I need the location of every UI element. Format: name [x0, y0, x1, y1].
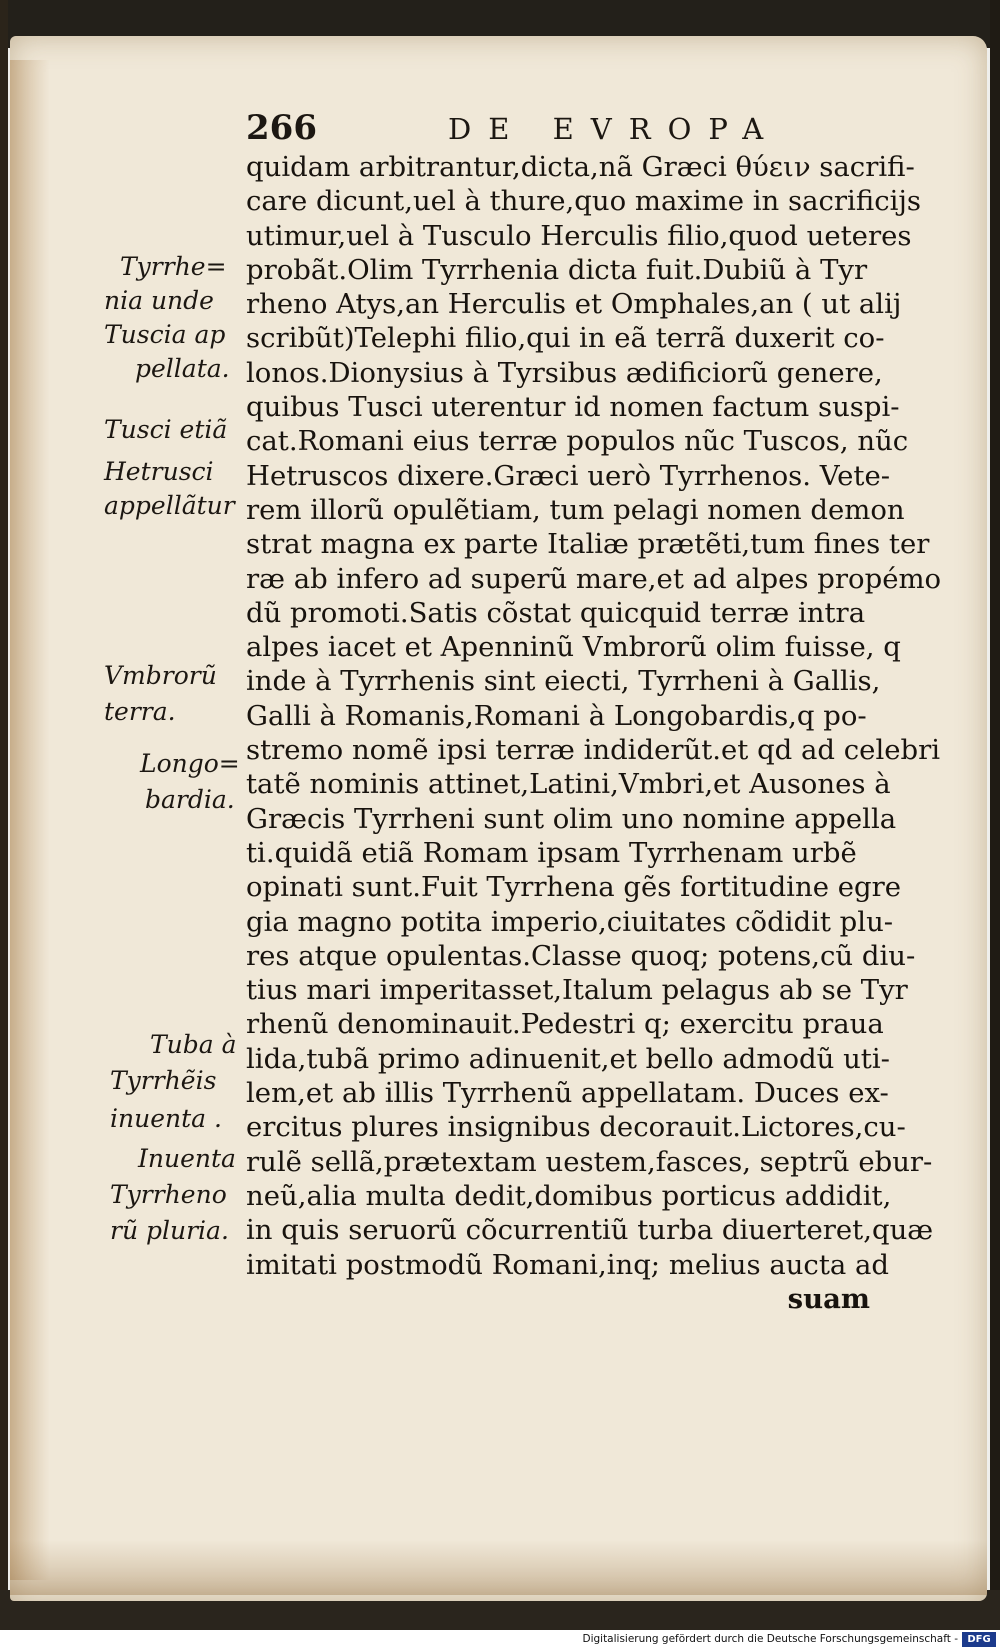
marginal-note: rũ pluria. [110, 1216, 229, 1245]
marginal-note: Longo= [140, 749, 240, 778]
text-line: dũ promoti.Satis cõstat quicquid terræ intra [246, 596, 866, 629]
digitization-footer [0, 1630, 1000, 1651]
text-line: gia magno potita imperio,ciuitates cõdidit plu- [246, 905, 894, 938]
marginal-note: pellata. [135, 354, 230, 383]
marginal-note: Hetrusci [104, 457, 214, 486]
main-text-block [246, 150, 946, 1316]
running-title: DE EVROPA [448, 112, 781, 146]
text-line: alpes iacet et Apenninũ Vmbrorũ olim fuisse, q [246, 631, 901, 664]
text-line: probãt.Olim Tyrrhenia dicta fuit.Dubiũ à Tyr [246, 253, 868, 286]
page-bottom-stain [10, 1540, 987, 1595]
text-line: tatẽ nominis attinet,Latini,Vmbri,et Ausones à [246, 768, 891, 801]
text-line: strat magna ex parte Italiæ prætẽti,tum fines ter [246, 528, 930, 561]
text-line: cat.Romani eius terræ populos nũc Tuscos, nũc [246, 425, 909, 458]
text-line: rheno Atys,an Herculis et Omphales,an ( ut alij [246, 288, 902, 321]
text-line: imitati postmodũ Romani,inq; melius aucta ad [246, 1248, 890, 1281]
text-line: stremo nomẽ ipsi terræ indiderũt.et qd ad celebri [246, 734, 941, 767]
text-line: rhenũ denominauit.Pedestri q; exercitu praua [246, 1008, 884, 1041]
text-line: in quis seruorũ cõcurrentiũ turba diuerteret,quæ [246, 1214, 934, 1247]
marginal-note: terra. [104, 697, 176, 726]
text-line: lem,et ab illis Tyrrhenũ appellatam. Duces ex- [246, 1077, 889, 1110]
text-line: opinati sunt.Fuit Tyrrhena gẽs fortitudine egre [246, 871, 902, 904]
page-header [0, 108, 1000, 152]
text-line: utimur,uel à Tusculo Herculis filio,quod ueteres [246, 219, 912, 252]
funding-credit: Digitalisierung gefördert durch die Deutsche Forschungsgemeinschaft - [582, 1633, 958, 1645]
text-line: lonos.Dionysius à Tyrsibus ædificiorũ genere, [246, 356, 883, 389]
text-line: lida,tubã primo adinuenit,et bello admodũ uti- [246, 1042, 890, 1075]
text-line: quidam arbitrantur,dicta,nã Græci θύειν sacrifi- [246, 151, 915, 183]
dfg-logo: DFG [962, 1632, 996, 1647]
marginal-note: appellãtur [104, 491, 235, 520]
text-line: inde à Tyrrhenis sint eiecti, Tyrrheni à Gallis, [246, 665, 881, 698]
text-line: Galli à Romanis,Romani à Longobardis,q po- [246, 699, 867, 732]
text-line: res atque opulentas.Classe quoq; potens,cũ diu- [246, 939, 916, 972]
marginal-note: Tyrrhe= [120, 252, 227, 281]
marginal-note: Tuscia ap [104, 320, 226, 349]
text-line: care dicunt,uel à thure,quo maxime in sacrificijs [246, 185, 922, 218]
marginal-note: nia unde [104, 286, 214, 315]
text-line: scribũt)Telephi filio,qui in eã terrã duxerit co- [246, 322, 885, 355]
text-line: quibus Tusci uterentur id nomen factum suspi- [246, 391, 900, 424]
marginal-note: Tuba à [150, 1030, 237, 1059]
marginal-note: Tyrrhẽis [110, 1066, 217, 1095]
marginal-note: Tyrrheno [110, 1180, 227, 1209]
marginal-note: inuenta . [110, 1104, 222, 1133]
text-line: tius mari imperitasset,Italum pelagus ab se Tyr [246, 974, 908, 1007]
text-line: neũ,alia multa dedit,domibus porticus addidit, [246, 1179, 892, 1212]
marginal-note: Vmbrorũ [104, 661, 217, 690]
page-number: 266 [246, 108, 317, 148]
page-edge-stain [10, 60, 50, 1580]
catchword: suam [787, 1282, 870, 1315]
scan-left-border [0, 0, 8, 1640]
text-line: rulẽ sellã,prætextam uestem,fasces, septrũ ebur- [246, 1145, 933, 1178]
marginal-note: Inuenta [138, 1144, 236, 1173]
text-line: Hetruscos dixere.Græci uerò Tyrrhenos. Vete- [246, 459, 891, 492]
scan-right-border [990, 0, 1000, 1640]
marginal-note: Tusci etiã [104, 415, 228, 444]
text-line: rem illorũ opulẽtiam, tum pelagi nomen demon [246, 493, 905, 526]
marginal-note: bardia. [145, 785, 235, 814]
text-line: ercitus plures insignibus decorauit.Lictores,cu- [246, 1111, 906, 1144]
text-line: ræ ab infero ad superũ mare,et ad alpes propémo [246, 562, 942, 595]
text-line: ti.quidã etiã Romam ipsam Tyrrhenam urbẽ [246, 836, 857, 869]
text-line: Græcis Tyrrheni sunt olim uno nomine appella [246, 802, 897, 835]
